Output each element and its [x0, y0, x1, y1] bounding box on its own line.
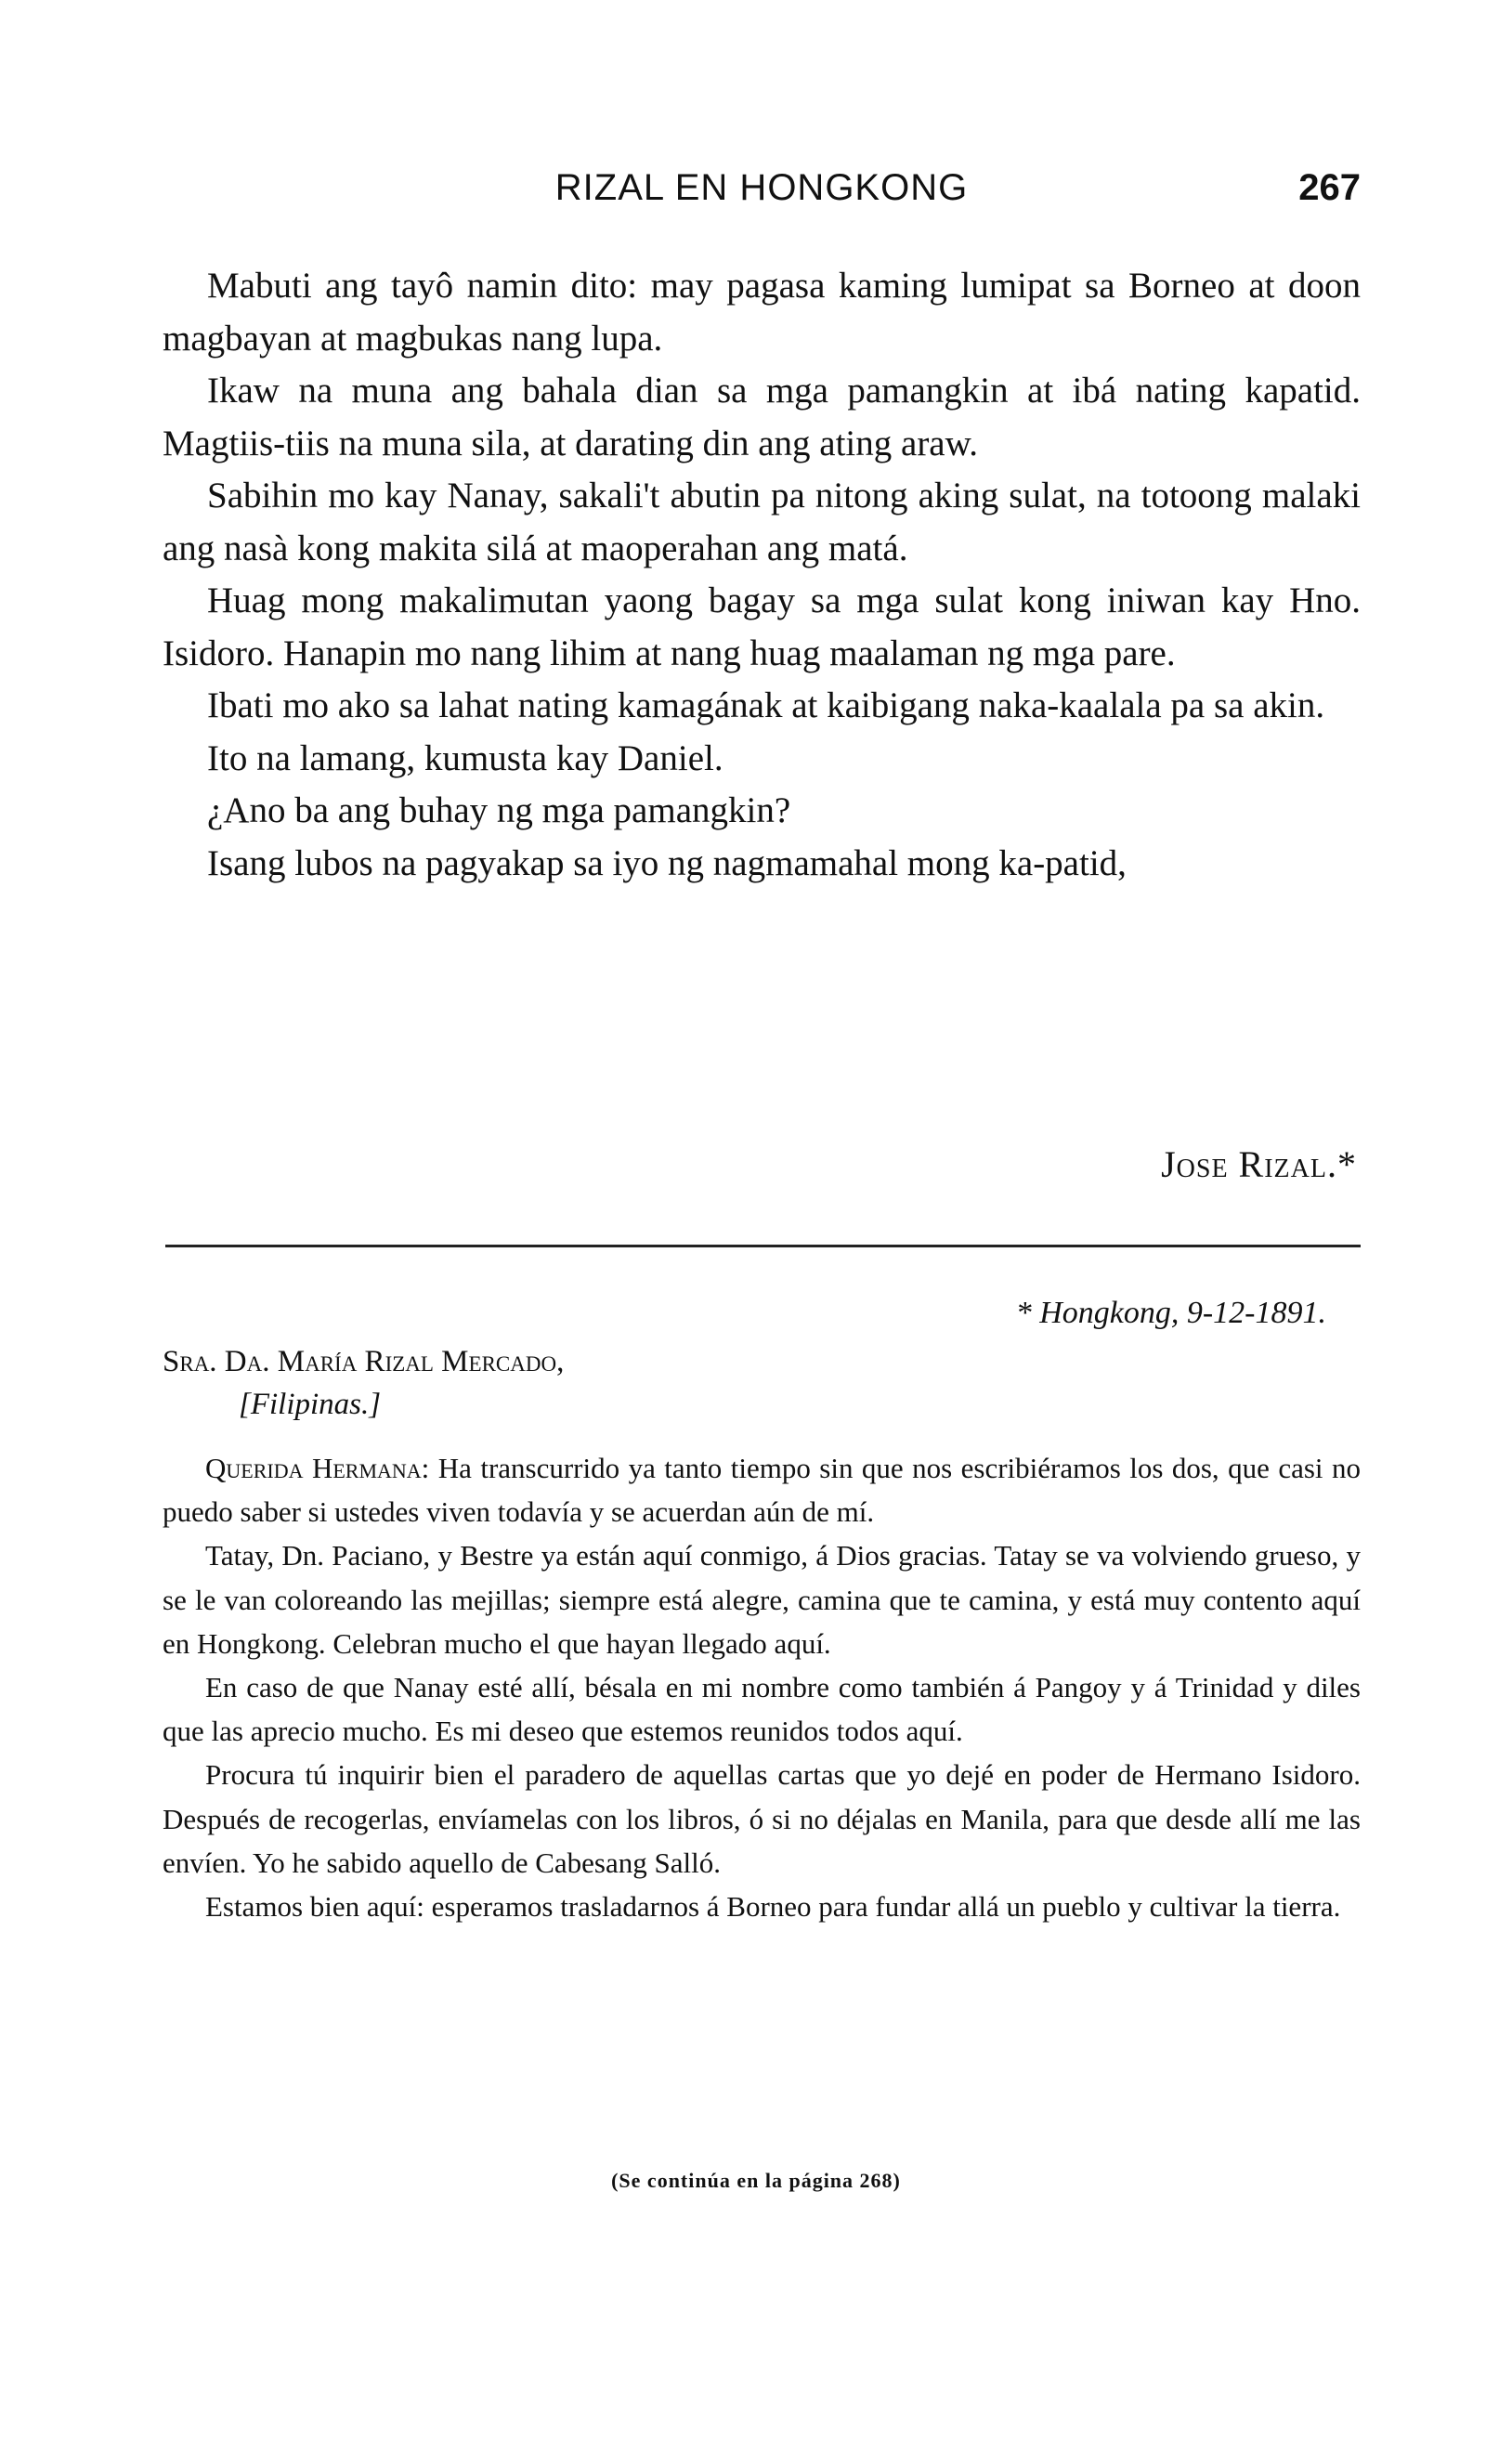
running-header — [163, 167, 1361, 223]
letter-paragraph: Ikaw na muna ang bahala dian sa mga pamangkin at ibá nating kapatid. Magtiis-tiis na muna sila, at darating din ang ating araw. — [163, 371, 1361, 463]
translation-paragraph: Tatay, Dn. Paciano, y Bestre ya están aquí conmigo, á Dios gracias. Tatay se va volviendo grueso, y se le van coloreando las mejillas; siempre está alegre, camina que te camina, y está muy contento aquí en Hongkong. Celebran mucho el que hayan llegado aquí. — [163, 1539, 1361, 1660]
addressee-name: Sra. Da. María Rizal Mercado, — [163, 1345, 565, 1378]
translation-paragraph: En caso de que Nanay esté allí, bésala en mi nombre como también á Pangoy y á Trinidad y diles que las aprecio mucho. Es mi deseo que estemos reunidos todos aquí. — [163, 1671, 1361, 1748]
addressee-block — [163, 1340, 564, 1426]
addressee-country: [Filipinas.] — [239, 1388, 382, 1421]
spanish-translation — [163, 1446, 1361, 1928]
translation-paragraph — [163, 1446, 1361, 1533]
page-number: 267 — [1298, 167, 1361, 208]
footnote-date: * Hongkong, 9-12-1891. — [1015, 1296, 1326, 1330]
footnote-divider — [165, 1245, 1361, 1247]
letter-paragraph: Mabuti ang tayô namin dito: may pagasa kaming lumipat sa Borneo at doon magbayan at magbukas nang lupa. — [163, 266, 1361, 359]
letter-paragraph: ¿Ano ba ang buhay ng mga pamangkin? — [207, 790, 791, 830]
letter-paragraph: Sabihin mo kay Nanay, sakali't abutin pa nitong aking sulat, na totoong malaki ang nasà kong makita silá at maoperahan ang matá. — [163, 476, 1361, 568]
letter-paragraph: Ito na lamang, kumusta kay Daniel. — [207, 737, 723, 778]
letter-paragraph: Isang lubos na pagyakap sa iyo ng nagmamahal mong ka-patid, — [207, 842, 1127, 883]
signature: Jose Rizal.* — [1161, 1143, 1357, 1185]
continued-note: (Se continúa en la página 268) — [611, 2169, 901, 2192]
salutation: Querida Hermana — [205, 1452, 422, 1484]
chapter-title: RIZAL EN HONGKONG — [554, 167, 969, 208]
tagalog-letter — [163, 260, 1361, 890]
letter-paragraph: Huag mong makalimutan yaong bagay sa mga sulat kong iniwan kay Hno. Isidoro. Hanapin mo nang lihim at nang huag maalaman ng mga pare. — [163, 581, 1361, 673]
translation-text: : Ha transcurrido ya tanto tiempo sin que nos escribiéramos los dos, que casi no puedo saber si ustedes viven todavía y se acuerdan aún de mí. — [163, 1452, 1361, 1529]
letter-paragraph: Ibati mo ako sa lahat nating kamagának at kaibigang naka-kaalala pa sa akin. — [207, 685, 1325, 725]
translation-paragraph: Procura tú inquirir bien el paradero de aquellas cartas que yo dejé en poder de Hermano Isidoro. Después de recogerlas, envíamelas con los libros, ó si no déjalas en Manila, para que desde allí me las envíen. Yo he sabido aquello de Cabesang Salló. — [163, 1758, 1361, 1879]
translation-paragraph: Estamos bien aquí: esperamos trasladarnos á Borneo para fundar allá un pueblo y cultivar la tierra. — [205, 1890, 1341, 1924]
